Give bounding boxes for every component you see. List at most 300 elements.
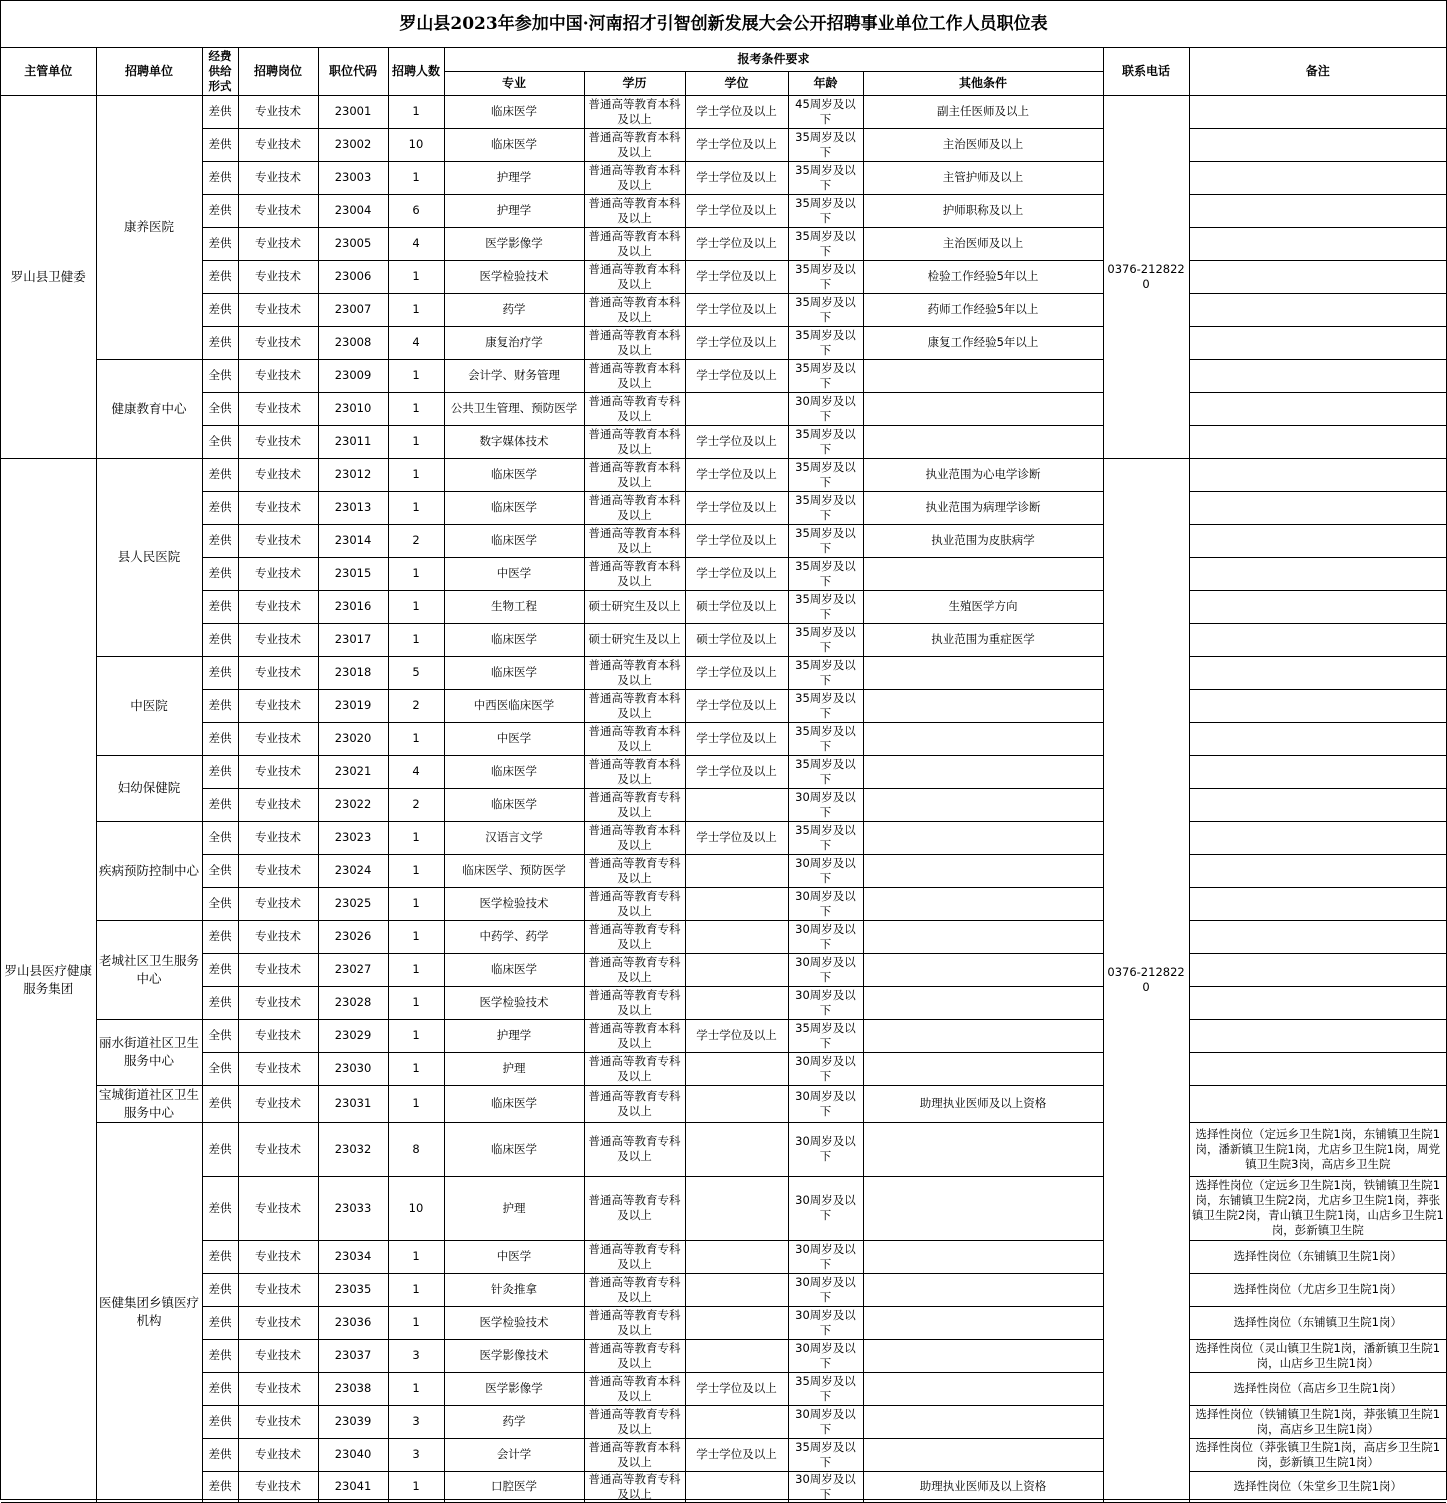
major-cell: 临床医学 bbox=[444, 755, 584, 788]
position-code-cell: 23028 bbox=[318, 986, 388, 1019]
age-cell: 35周岁及以下 bbox=[788, 1019, 863, 1052]
table-row bbox=[1, 656, 1446, 689]
funding-type-cell: 全供 bbox=[202, 887, 238, 920]
education-cell: 普通高等教育本科及以上 bbox=[584, 227, 685, 260]
age-cell: 30周岁及以下 bbox=[788, 392, 863, 425]
major-cell: 临床医学 bbox=[444, 491, 584, 524]
age-cell: 35周岁及以下 bbox=[788, 128, 863, 161]
education-cell: 普通高等教育本科及以上 bbox=[584, 491, 685, 524]
degree-cell: 学士学位及以上 bbox=[685, 293, 788, 326]
remarks-cell bbox=[1189, 821, 1446, 854]
position-cell: 专业技术 bbox=[238, 755, 318, 788]
remarks-cell bbox=[1189, 227, 1446, 260]
degree-cell: 学士学位及以上 bbox=[685, 821, 788, 854]
funding-type-cell: 差供 bbox=[202, 1176, 238, 1240]
funding-type-cell: 差供 bbox=[202, 623, 238, 656]
position-cell: 专业技术 bbox=[238, 623, 318, 656]
remarks-cell: 选择性岗位（定远乡卫生院1岗，铁铺镇卫生院1岗，东铺镇卫生院2岗，尤店乡卫生院1岗，莽张镇卫生院2岗，青山镇卫生院1岗，山店乡卫生院1岗，彭新镇卫生院 bbox=[1189, 1176, 1446, 1240]
other-conditions-cell: 主治医师及以上 bbox=[863, 128, 1103, 161]
remarks-cell bbox=[1189, 491, 1446, 524]
funding-type-cell: 差供 bbox=[202, 1306, 238, 1339]
education-cell: 普通高等教育专科及以上 bbox=[584, 788, 685, 821]
funding-type-cell: 差供 bbox=[202, 161, 238, 194]
remarks-cell: 选择性岗位（铁铺镇卫生院1岗，莽张镇卫生院1岗，高店乡卫生院1岗） bbox=[1189, 1405, 1446, 1438]
headcount-cell: 8 bbox=[388, 1122, 444, 1176]
remarks-cell bbox=[1189, 656, 1446, 689]
position-code-cell: 23010 bbox=[318, 392, 388, 425]
remarks-cell bbox=[1189, 689, 1446, 722]
position-cell: 专业技术 bbox=[238, 1019, 318, 1052]
education-cell: 普通高等教育本科及以上 bbox=[584, 161, 685, 194]
position-cell: 专业技术 bbox=[238, 227, 318, 260]
header-other: 其他条件 bbox=[863, 71, 1103, 95]
headcount-cell: 1 bbox=[388, 1471, 444, 1502]
other-conditions-cell bbox=[863, 689, 1103, 722]
other-conditions-cell bbox=[863, 920, 1103, 953]
degree-cell: 学士学位及以上 bbox=[685, 359, 788, 392]
degree-cell bbox=[685, 1339, 788, 1372]
degree-cell: 学士学位及以上 bbox=[685, 194, 788, 227]
degree-cell: 学士学位及以上 bbox=[685, 722, 788, 755]
hiring-unit-cell: 康养医院 bbox=[96, 95, 202, 359]
degree-cell: 学士学位及以上 bbox=[685, 227, 788, 260]
headcount-cell: 3 bbox=[388, 1339, 444, 1372]
age-cell: 35周岁及以下 bbox=[788, 755, 863, 788]
education-cell: 普通高等教育本科及以上 bbox=[584, 458, 685, 491]
table-row bbox=[1, 953, 1446, 986]
position-code-cell: 23038 bbox=[318, 1372, 388, 1405]
header-headcount: 招聘人数 bbox=[388, 48, 444, 95]
position-code-cell: 23026 bbox=[318, 920, 388, 953]
major-cell: 医学影像技术 bbox=[444, 1339, 584, 1372]
other-conditions-cell bbox=[863, 557, 1103, 590]
headcount-cell: 5 bbox=[388, 656, 444, 689]
degree-cell: 硕士学位及以上 bbox=[685, 623, 788, 656]
position-cell: 专业技术 bbox=[238, 1438, 318, 1471]
age-cell: 30周岁及以下 bbox=[788, 1306, 863, 1339]
headcount-cell: 1 bbox=[388, 953, 444, 986]
major-cell: 医学影像学 bbox=[444, 227, 584, 260]
degree-cell: 学士学位及以上 bbox=[685, 689, 788, 722]
headcount-cell: 1 bbox=[388, 1052, 444, 1085]
other-conditions-cell bbox=[863, 1122, 1103, 1176]
degree-cell bbox=[685, 920, 788, 953]
position-code-cell: 23017 bbox=[318, 623, 388, 656]
major-cell: 医学检验技术 bbox=[444, 1306, 584, 1339]
funding-type-cell: 全供 bbox=[202, 359, 238, 392]
degree-cell: 学士学位及以上 bbox=[685, 161, 788, 194]
major-cell: 医学检验技术 bbox=[444, 260, 584, 293]
other-conditions-cell bbox=[863, 392, 1103, 425]
position-code-cell: 23025 bbox=[318, 887, 388, 920]
supervisor-cell: 罗山县卫健委 bbox=[1, 95, 96, 458]
header-funding-type: 经费供给形式 bbox=[202, 48, 238, 95]
table-row bbox=[1, 1339, 1446, 1372]
headcount-cell: 4 bbox=[388, 227, 444, 260]
table-row bbox=[1, 293, 1446, 326]
position-cell: 专业技术 bbox=[238, 359, 318, 392]
age-cell: 30周岁及以下 bbox=[788, 1085, 863, 1122]
degree-cell bbox=[685, 986, 788, 1019]
table-row bbox=[1, 1471, 1446, 1502]
major-cell: 中药学、药学 bbox=[444, 920, 584, 953]
education-cell: 硕士研究生及以上 bbox=[584, 623, 685, 656]
position-cell: 专业技术 bbox=[238, 458, 318, 491]
funding-type-cell: 差供 bbox=[202, 1085, 238, 1122]
table-row bbox=[1, 590, 1446, 623]
funding-type-cell: 差供 bbox=[202, 755, 238, 788]
table-row bbox=[1, 227, 1446, 260]
degree-cell: 学士学位及以上 bbox=[685, 260, 788, 293]
other-conditions-cell bbox=[863, 1240, 1103, 1273]
funding-type-cell: 差供 bbox=[202, 194, 238, 227]
hiring-unit-cell: 县人民医院 bbox=[96, 458, 202, 656]
education-cell: 普通高等教育本科及以上 bbox=[584, 194, 685, 227]
headcount-cell: 1 bbox=[388, 854, 444, 887]
position-cell: 专业技术 bbox=[238, 557, 318, 590]
funding-type-cell: 差供 bbox=[202, 689, 238, 722]
age-cell: 35周岁及以下 bbox=[788, 722, 863, 755]
age-cell: 35周岁及以下 bbox=[788, 821, 863, 854]
remarks-cell bbox=[1189, 722, 1446, 755]
other-conditions-cell bbox=[863, 1339, 1103, 1372]
position-code-cell: 23018 bbox=[318, 656, 388, 689]
position-cell: 专业技术 bbox=[238, 425, 318, 458]
position-code-cell: 23011 bbox=[318, 425, 388, 458]
education-cell: 普通高等教育专科及以上 bbox=[584, 1052, 685, 1085]
position-cell: 专业技术 bbox=[238, 260, 318, 293]
table-row bbox=[1, 1306, 1446, 1339]
age-cell: 45周岁及以下 bbox=[788, 95, 863, 128]
education-cell: 普通高等教育专科及以上 bbox=[584, 1339, 685, 1372]
table-row bbox=[1, 722, 1446, 755]
position-code-cell: 23001 bbox=[318, 95, 388, 128]
other-conditions-cell: 执业范围为心电学诊断 bbox=[863, 458, 1103, 491]
position-code-cell: 23030 bbox=[318, 1052, 388, 1085]
table-header bbox=[1, 48, 1446, 95]
education-cell: 普通高等教育本科及以上 bbox=[584, 1438, 685, 1471]
degree-cell bbox=[685, 854, 788, 887]
age-cell: 30周岁及以下 bbox=[788, 986, 863, 1019]
education-cell: 普通高等教育本科及以上 bbox=[584, 326, 685, 359]
education-cell: 普通高等教育专科及以上 bbox=[584, 1176, 685, 1240]
degree-cell bbox=[685, 1240, 788, 1273]
major-cell: 会计学 bbox=[444, 1438, 584, 1471]
other-conditions-cell: 执业范围为皮肤病学 bbox=[863, 524, 1103, 557]
position-code-cell: 23027 bbox=[318, 953, 388, 986]
remarks-cell bbox=[1189, 755, 1446, 788]
funding-type-cell: 全供 bbox=[202, 854, 238, 887]
major-cell: 中医学 bbox=[444, 1240, 584, 1273]
position-code-cell: 23033 bbox=[318, 1176, 388, 1240]
funding-type-cell: 差供 bbox=[202, 656, 238, 689]
table-row bbox=[1, 1052, 1446, 1085]
headcount-cell: 1 bbox=[388, 722, 444, 755]
remarks-cell bbox=[1189, 986, 1446, 1019]
degree-cell bbox=[685, 1405, 788, 1438]
remarks-cell bbox=[1189, 1052, 1446, 1085]
other-conditions-cell bbox=[863, 1019, 1103, 1052]
header-position-code: 职位代码 bbox=[318, 48, 388, 95]
major-cell: 临床医学 bbox=[444, 1122, 584, 1176]
age-cell: 35周岁及以下 bbox=[788, 194, 863, 227]
education-cell: 普通高等教育专科及以上 bbox=[584, 1306, 685, 1339]
headcount-cell: 1 bbox=[388, 1085, 444, 1122]
funding-type-cell: 差供 bbox=[202, 1339, 238, 1372]
headcount-cell: 1 bbox=[388, 1019, 444, 1052]
position-code-cell: 23037 bbox=[318, 1339, 388, 1372]
position-cell: 专业技术 bbox=[238, 788, 318, 821]
header-age: 年龄 bbox=[788, 71, 863, 95]
funding-type-cell: 差供 bbox=[202, 788, 238, 821]
education-cell: 普通高等教育本科及以上 bbox=[584, 722, 685, 755]
degree-cell: 学士学位及以上 bbox=[685, 1372, 788, 1405]
degree-cell: 学士学位及以上 bbox=[685, 425, 788, 458]
age-cell: 30周岁及以下 bbox=[788, 1339, 863, 1372]
headcount-cell: 2 bbox=[388, 788, 444, 821]
position-code-cell: 23016 bbox=[318, 590, 388, 623]
position-cell: 专业技术 bbox=[238, 656, 318, 689]
position-cell: 专业技术 bbox=[238, 392, 318, 425]
age-cell: 35周岁及以下 bbox=[788, 161, 863, 194]
major-cell: 临床医学 bbox=[444, 524, 584, 557]
position-code-cell: 23014 bbox=[318, 524, 388, 557]
major-cell: 临床医学、预防医学 bbox=[444, 854, 584, 887]
remarks-cell bbox=[1189, 557, 1446, 590]
age-cell: 30周岁及以下 bbox=[788, 788, 863, 821]
major-cell: 康复治疗学 bbox=[444, 326, 584, 359]
degree-cell bbox=[685, 1471, 788, 1502]
degree-cell bbox=[685, 1122, 788, 1176]
remarks-cell: 选择性岗位（定远乡卫生院1岗，东铺镇卫生院1岗，潘新镇卫生院1岗，尤店乡卫生院1岗，周党镇卫生院3岗，高店乡卫生院 bbox=[1189, 1122, 1446, 1176]
table-row bbox=[1, 1085, 1446, 1122]
degree-cell: 学士学位及以上 bbox=[685, 326, 788, 359]
major-cell: 医学检验技术 bbox=[444, 887, 584, 920]
age-cell: 35周岁及以下 bbox=[788, 293, 863, 326]
position-code-cell: 23036 bbox=[318, 1306, 388, 1339]
headcount-cell: 1 bbox=[388, 590, 444, 623]
position-code-cell: 23003 bbox=[318, 161, 388, 194]
age-cell: 30周岁及以下 bbox=[788, 1052, 863, 1085]
position-cell: 专业技术 bbox=[238, 854, 318, 887]
remarks-cell bbox=[1189, 128, 1446, 161]
table-row bbox=[1, 623, 1446, 656]
other-conditions-cell: 助理执业医师及以上资格 bbox=[863, 1471, 1103, 1502]
position-code-cell: 23012 bbox=[318, 458, 388, 491]
funding-type-cell: 全供 bbox=[202, 425, 238, 458]
age-cell: 30周岁及以下 bbox=[788, 887, 863, 920]
headcount-cell: 1 bbox=[388, 821, 444, 854]
other-conditions-cell bbox=[863, 821, 1103, 854]
education-cell: 普通高等教育专科及以上 bbox=[584, 1471, 685, 1502]
hiring-unit-cell: 医健集团乡镇医疗机构 bbox=[96, 1122, 202, 1502]
remarks-cell bbox=[1189, 260, 1446, 293]
position-cell: 专业技术 bbox=[238, 887, 318, 920]
other-conditions-cell: 康复工作经验5年以上 bbox=[863, 326, 1103, 359]
education-cell: 普通高等教育本科及以上 bbox=[584, 95, 685, 128]
headcount-cell: 2 bbox=[388, 689, 444, 722]
major-cell: 中医学 bbox=[444, 557, 584, 590]
position-cell: 专业技术 bbox=[238, 590, 318, 623]
other-conditions-cell bbox=[863, 854, 1103, 887]
remarks-cell bbox=[1189, 458, 1446, 491]
headcount-cell: 1 bbox=[388, 1273, 444, 1306]
funding-type-cell: 差供 bbox=[202, 1471, 238, 1502]
headcount-cell: 1 bbox=[388, 1372, 444, 1405]
position-code-cell: 23009 bbox=[318, 359, 388, 392]
table-row bbox=[1, 689, 1446, 722]
funding-type-cell: 全供 bbox=[202, 392, 238, 425]
remarks-cell: 选择性岗位（尤店乡卫生院1岗） bbox=[1189, 1273, 1446, 1306]
funding-type-cell: 差供 bbox=[202, 1438, 238, 1471]
major-cell: 医学影像学 bbox=[444, 1372, 584, 1405]
degree-cell bbox=[685, 1052, 788, 1085]
headcount-cell: 1 bbox=[388, 359, 444, 392]
education-cell: 普通高等教育本科及以上 bbox=[584, 524, 685, 557]
remarks-cell bbox=[1189, 920, 1446, 953]
headcount-cell: 1 bbox=[388, 95, 444, 128]
other-conditions-cell: 检验工作经验5年以上 bbox=[863, 260, 1103, 293]
table-row bbox=[1, 194, 1446, 227]
degree-cell bbox=[685, 1306, 788, 1339]
position-table bbox=[1, 48, 1446, 1503]
education-cell: 硕士研究生及以上 bbox=[584, 590, 685, 623]
major-cell: 临床医学 bbox=[444, 1085, 584, 1122]
table-row bbox=[1, 1372, 1446, 1405]
degree-cell bbox=[685, 1176, 788, 1240]
position-cell: 专业技术 bbox=[238, 1273, 318, 1306]
header-supervisor: 主管单位 bbox=[1, 48, 96, 95]
position-code-cell: 23040 bbox=[318, 1438, 388, 1471]
headcount-cell: 3 bbox=[388, 1438, 444, 1471]
education-cell: 普通高等教育专科及以上 bbox=[584, 1273, 685, 1306]
headcount-cell: 1 bbox=[388, 293, 444, 326]
degree-cell: 学士学位及以上 bbox=[685, 557, 788, 590]
age-cell: 35周岁及以下 bbox=[788, 1438, 863, 1471]
table-body bbox=[1, 95, 1446, 1502]
hiring-unit-cell: 疾病预防控制中心 bbox=[96, 821, 202, 920]
position-cell: 专业技术 bbox=[238, 1122, 318, 1176]
major-cell: 中西医临床医学 bbox=[444, 689, 584, 722]
major-cell: 临床医学 bbox=[444, 95, 584, 128]
position-cell: 专业技术 bbox=[238, 293, 318, 326]
remarks-cell bbox=[1189, 623, 1446, 656]
major-cell: 公共卫生管理、预防医学 bbox=[444, 392, 584, 425]
funding-type-cell: 差供 bbox=[202, 590, 238, 623]
position-code-cell: 23023 bbox=[318, 821, 388, 854]
degree-cell: 学士学位及以上 bbox=[685, 458, 788, 491]
headcount-cell: 1 bbox=[388, 623, 444, 656]
table-row bbox=[1, 920, 1446, 953]
age-cell: 30周岁及以下 bbox=[788, 1273, 863, 1306]
table-row bbox=[1, 491, 1446, 524]
education-cell: 普通高等教育专科及以上 bbox=[584, 1122, 685, 1176]
position-cell: 专业技术 bbox=[238, 161, 318, 194]
major-cell: 护理 bbox=[444, 1176, 584, 1240]
page-title: 罗山县2023年参加中国·河南招才引智创新发展大会公开招聘事业单位工作人员职位表 bbox=[1, 1, 1446, 48]
table-row bbox=[1, 1438, 1446, 1471]
table-row bbox=[1, 359, 1446, 392]
headcount-cell: 1 bbox=[388, 887, 444, 920]
position-cell: 专业技术 bbox=[238, 95, 318, 128]
header-education: 学历 bbox=[584, 71, 685, 95]
position-cell: 专业技术 bbox=[238, 1372, 318, 1405]
headcount-cell: 10 bbox=[388, 1176, 444, 1240]
position-cell: 专业技术 bbox=[238, 1306, 318, 1339]
education-cell: 普通高等教育本科及以上 bbox=[584, 656, 685, 689]
funding-type-cell: 全供 bbox=[202, 1019, 238, 1052]
education-cell: 普通高等教育专科及以上 bbox=[584, 1405, 685, 1438]
headcount-cell: 4 bbox=[388, 326, 444, 359]
other-conditions-cell: 护师职称及以上 bbox=[863, 194, 1103, 227]
degree-cell: 学士学位及以上 bbox=[685, 95, 788, 128]
position-cell: 专业技术 bbox=[238, 524, 318, 557]
other-conditions-cell bbox=[863, 953, 1103, 986]
education-cell: 普通高等教育本科及以上 bbox=[584, 293, 685, 326]
major-cell: 药学 bbox=[444, 1405, 584, 1438]
funding-type-cell: 差供 bbox=[202, 722, 238, 755]
remarks-cell bbox=[1189, 194, 1446, 227]
other-conditions-cell bbox=[863, 887, 1103, 920]
headcount-cell: 1 bbox=[388, 392, 444, 425]
remarks-cell bbox=[1189, 1085, 1446, 1122]
degree-cell bbox=[685, 887, 788, 920]
degree-cell bbox=[685, 1085, 788, 1122]
age-cell: 30周岁及以下 bbox=[788, 953, 863, 986]
funding-type-cell: 差供 bbox=[202, 293, 238, 326]
position-code-cell: 23035 bbox=[318, 1273, 388, 1306]
position-cell: 专业技术 bbox=[238, 920, 318, 953]
headcount-cell: 1 bbox=[388, 425, 444, 458]
position-code-cell: 23007 bbox=[318, 293, 388, 326]
remarks-cell: 选择性岗位（东铺镇卫生院1岗） bbox=[1189, 1240, 1446, 1273]
remarks-cell bbox=[1189, 1019, 1446, 1052]
degree-cell bbox=[685, 392, 788, 425]
education-cell: 普通高等教育专科及以上 bbox=[584, 1240, 685, 1273]
major-cell: 临床医学 bbox=[444, 623, 584, 656]
education-cell: 普通高等教育专科及以上 bbox=[584, 392, 685, 425]
other-conditions-cell bbox=[863, 1176, 1103, 1240]
remarks-cell bbox=[1189, 392, 1446, 425]
education-cell: 普通高等教育专科及以上 bbox=[584, 887, 685, 920]
funding-type-cell: 差供 bbox=[202, 524, 238, 557]
position-cell: 专业技术 bbox=[238, 689, 318, 722]
remarks-cell bbox=[1189, 887, 1446, 920]
position-code-cell: 23015 bbox=[318, 557, 388, 590]
header-requirements: 报考条件要求 bbox=[444, 48, 1103, 71]
education-cell: 普通高等教育本科及以上 bbox=[584, 359, 685, 392]
table-row bbox=[1, 755, 1446, 788]
other-conditions-cell: 主治医师及以上 bbox=[863, 227, 1103, 260]
hiring-unit-cell: 妇幼保健院 bbox=[96, 755, 202, 821]
table-row bbox=[1, 1122, 1446, 1176]
age-cell: 35周岁及以下 bbox=[788, 491, 863, 524]
hiring-unit-cell: 老城社区卫生服务中心 bbox=[96, 920, 202, 1019]
other-conditions-cell bbox=[863, 1372, 1103, 1405]
position-cell: 专业技术 bbox=[238, 1176, 318, 1240]
position-cell: 专业技术 bbox=[238, 1085, 318, 1122]
education-cell: 普通高等教育本科及以上 bbox=[584, 260, 685, 293]
position-code-cell: 23013 bbox=[318, 491, 388, 524]
funding-type-cell: 差供 bbox=[202, 128, 238, 161]
major-cell: 护理学 bbox=[444, 194, 584, 227]
funding-type-cell: 全供 bbox=[202, 821, 238, 854]
age-cell: 35周岁及以下 bbox=[788, 689, 863, 722]
table-row bbox=[1, 161, 1446, 194]
position-code-cell: 23024 bbox=[318, 854, 388, 887]
other-conditions-cell: 助理执业医师及以上资格 bbox=[863, 1085, 1103, 1122]
age-cell: 35周岁及以下 bbox=[788, 227, 863, 260]
